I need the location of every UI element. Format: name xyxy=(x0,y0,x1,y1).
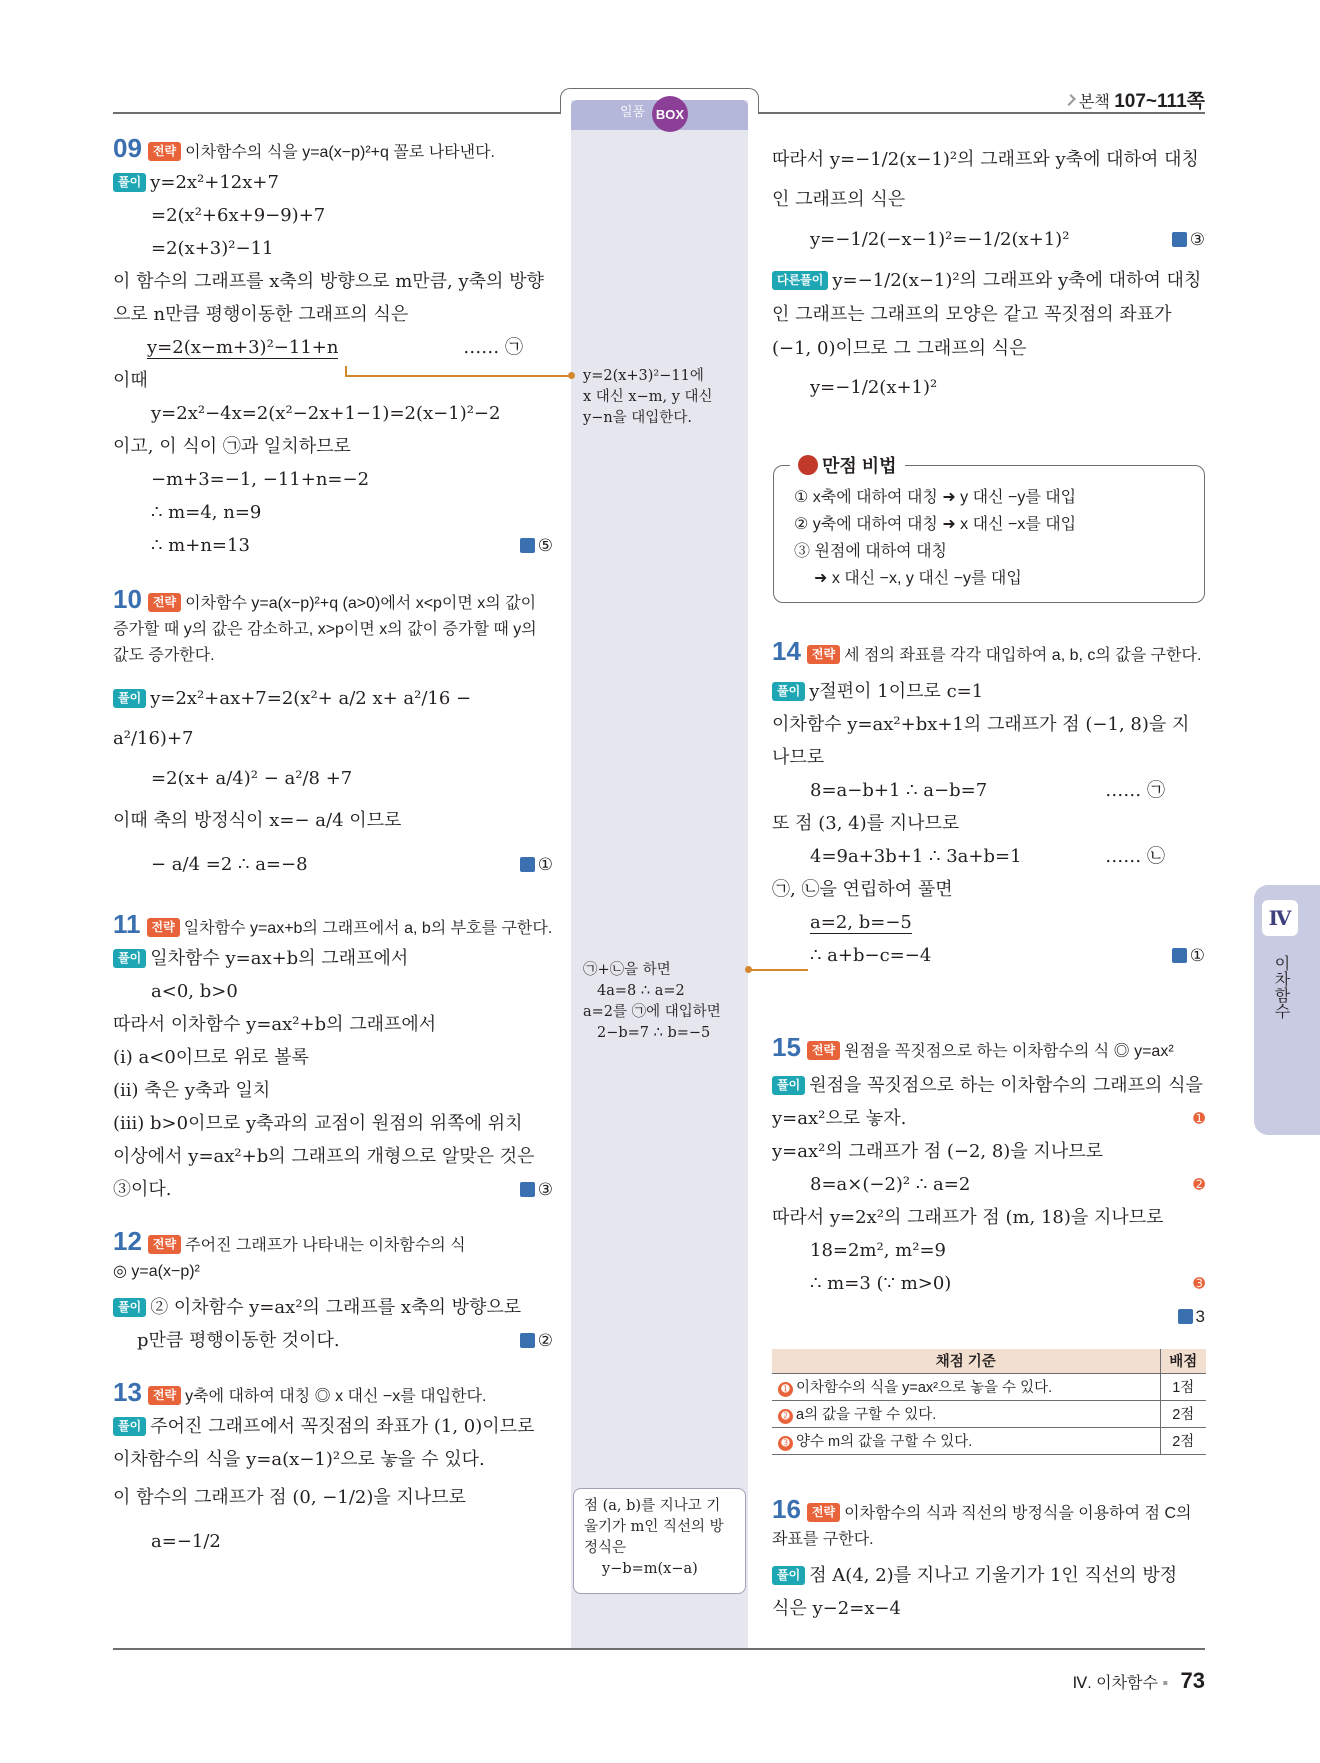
table-row: ➋ a의 값을 구할 수 있다. 2점 xyxy=(772,1400,1206,1427)
answer-13: ③ xyxy=(1172,220,1205,260)
footer-chapter: Ⅳ. 이차함수 xyxy=(1072,1675,1158,1692)
side-note-substitution: y=2(x+3)²−11에 x 대신 x−m, y 대신 y−n을 대입한다. xyxy=(583,368,713,426)
table-row: ➌ 양수 m의 값을 구할 수 있다. 2점 xyxy=(772,1427,1206,1454)
step-marker-1: ➊ xyxy=(1193,1110,1205,1126)
chevron-right-icon xyxy=(1064,94,1076,106)
answer-icon xyxy=(1172,948,1187,963)
chapter-roman: Ⅳ xyxy=(1262,900,1298,936)
step-marker-3: ➌ xyxy=(1193,1275,1205,1291)
answer-11: ③ xyxy=(520,1173,553,1206)
answer-09: ⑤ xyxy=(520,529,553,562)
question-13-continued: 따라서 y=−1/2(x−1)²의 그래프와 y축에 대하여 대칭인 그래프의 식은 y=−1/2(−x−1)²=−1/2(x+1)² ③ 다른풀이 y=−1/2(x−1)²의 그래프와 y축에 대하여 대칭인 그래프는 그래프의 모양은 같고 꼭짓점의 좌표가 (−1, 0)이므로 그 그래프의 식은 y=−1/2(x+1)² xyxy=(772,149,1205,398)
scoring-table xyxy=(772,1349,1206,1455)
question-16: 16 전략 이차함수의 식과 직선의 방정식을 이용하여 점 C의 좌표를 구한다. 풀이 점 A(4, 2)를 지나고 기울기가 1인 직선의 방정 식은 y−2=x−4 xyxy=(772,1494,1192,1619)
side-note-elimination: ㉠+㉡을 하면 4a=8 ∴ a=2 a=2를 ㉠에 대입하면 2−b=7 ∴ b=−5 xyxy=(583,962,721,1041)
tip-title: 만점 비법 xyxy=(790,452,905,478)
question-13: 13 전략 y축에 대하여 대칭 ◎ x 대신 −x를 대입한다. 풀이 주어진 그래프에서 꼭짓점의 좌표가 (1, 0)이므로 이차함수의 식을 y=a(x−1)²으로 놓을 수 있다. 이 함수의 그래프가 점 (0, −1/2)을 지나므로 a=−1/2 xyxy=(113,1377,535,1552)
connector-line xyxy=(345,375,571,377)
question-12: 12 전략 주어진 그래프가 나타내는 이차함수의 식 ◎ y=a(x−p)² 풀이 ② 이차함수 y=ax²의 그래프를 x축의 방향으로 p만큼 평행이동한 것이다. ② xyxy=(113,1226,553,1357)
page-reference: 본책 107~111쪽 xyxy=(1065,86,1205,113)
answer-icon xyxy=(1178,1309,1193,1324)
answer-icon xyxy=(520,1333,535,1348)
box-label: 일품 xyxy=(620,104,646,119)
side-note-column xyxy=(571,100,748,1648)
page-footer: Ⅳ. 이차함수 ▪ 73 xyxy=(1072,1668,1205,1693)
answer-icon xyxy=(520,1182,535,1197)
tip-box: ① x축에 대하여 대칭 ➜ y 대신 −y를 대입 ② y축에 대하여 대칭 ➜ x 대신 −x를 대입 ③ 원점에 대하여 대칭 ➜ x 대신 −x, y 대신 −y를 대입 xyxy=(773,465,1205,603)
footer-rule xyxy=(113,1648,1205,1650)
table-row: ➊ 이차함수의 식을 y=ax²으로 놓을 수 있다. 1점 xyxy=(772,1373,1206,1400)
answer-12: ② xyxy=(520,1324,553,1357)
scoring-header-points: 배점 xyxy=(1160,1349,1206,1373)
answer-icon xyxy=(1172,232,1187,247)
lightbulb-icon xyxy=(798,455,818,475)
question-14: 14 전략 세 점의 좌표를 각각 대입하여 a, b, c의 값을 구한다. 풀이 y절편이 1이므로 c=1 이차함수 y=ax²+bx+1의 그래프가 점 (−1, 8)을 지나므로 8=a−b+1 ∴ a−b=7 …… ㉠ 또 점 (3, 4)를 지나므로 4=9a+3b+1 ∴ 3a+b=1 …… ㉡ ㉠, ㉡을 연립하여 풀면 a=2, b=−5 ∴ a+b−c=−4 ① xyxy=(772,636,1205,972)
side-note-line-equation: 점 (a, b)를 지나고 기 울기가 m인 직선의 방 정식은 y−b=m(x−a) xyxy=(584,1498,724,1577)
question-11: 11 전략 일차함수 y=ax+b의 그래프에서 a, b의 부호를 구한다. 풀이 일차함수 y=ax+b의 그래프에서 a<0, b>0 따라서 이차함수 y=ax²+b의 그래프에서 (ⅰ) a<0이므로 위로 볼록 (ⅱ) 축은 y축과 일치 (ⅲ) b>0이므로 y축과의 교점이 원점의 위쪽에 위치 이상에서 y=ax²+b의 그래프의 개형으로 알맞은 것은 ③이다. ③ xyxy=(113,909,553,1206)
answer-icon xyxy=(520,857,535,872)
box-badge: BOX xyxy=(652,96,688,132)
right-column xyxy=(772,140,1205,410)
question-15: 15 전략 원점을 꼭짓점으로 하는 이차함수의 식 ◎ y=ax² 풀이 원점을 꼭짓점으로 하는 이차함수의 그래프의 식을 y=ax²으로 놓자. ➊ y=ax²의 그래프가 점 (−2, 8)을 지나므로 8=a×(−2)² ∴ a=2 ➋ 따라서 y=2x²의 그래프가 점 (m, 18)을 지나므로 18=2m², m²=9 ∴ m=3 (∵ m>0) ➌ 3 xyxy=(772,1032,1205,1333)
answer-15: 3 xyxy=(1178,1300,1205,1333)
page-number: 73 xyxy=(1180,1668,1205,1693)
connector-line xyxy=(345,366,347,376)
answer-14: ① xyxy=(1172,939,1205,972)
answer-icon xyxy=(520,538,535,553)
chapter-title: 이차함수 xyxy=(1272,955,1289,1019)
step-marker-2: ➋ xyxy=(1193,1176,1205,1192)
question-09: 09 전략 이차함수의 식을 y=a(x−p)²+q 꼴로 나타낸다. 풀이 y=2x²+12x+7 =2(x²+6x+9−9)+7 =2(x+3)²−11 이 함수의 그래프를 x축의 방향으로 m만큼, y축의 방향으로 n만큼 평행이동한 그래프의 식은 y=2(x−m+3)²−11+n …… ㉠ 이때 y=2x²−4x=2(x²−2x+1−1)=2(x−1)²−2 이고, 이 식이 ㉠과 일치하므로 −m+3=−1, −11+n=−2 ∴ m=4, n=9 ∴ m+n=13 ⑤ xyxy=(113,133,553,562)
answer-10: ① xyxy=(520,843,553,887)
question-10: 10 전략 이차함수 y=a(x−p)²+q (a>0)에서 x<p이면 x의 값이 증가할 때 y의 값은 감소하고, x>p이면 x의 값이 증가할 때 y의 값도 증가한다. 풀이 y=2x²+ax+7=2(x²+ a/2 x+ a²/16 − a²/16)+7 =2(x+ a/4)² − a²/8 +7 이때 축의 방정식이 x=− a/4 이므로 − a/4 =2 ∴ a=−8 ① xyxy=(113,584,553,887)
left-column xyxy=(113,133,553,1578)
scoring-header-criteria: 채점 기준 xyxy=(772,1349,1160,1373)
